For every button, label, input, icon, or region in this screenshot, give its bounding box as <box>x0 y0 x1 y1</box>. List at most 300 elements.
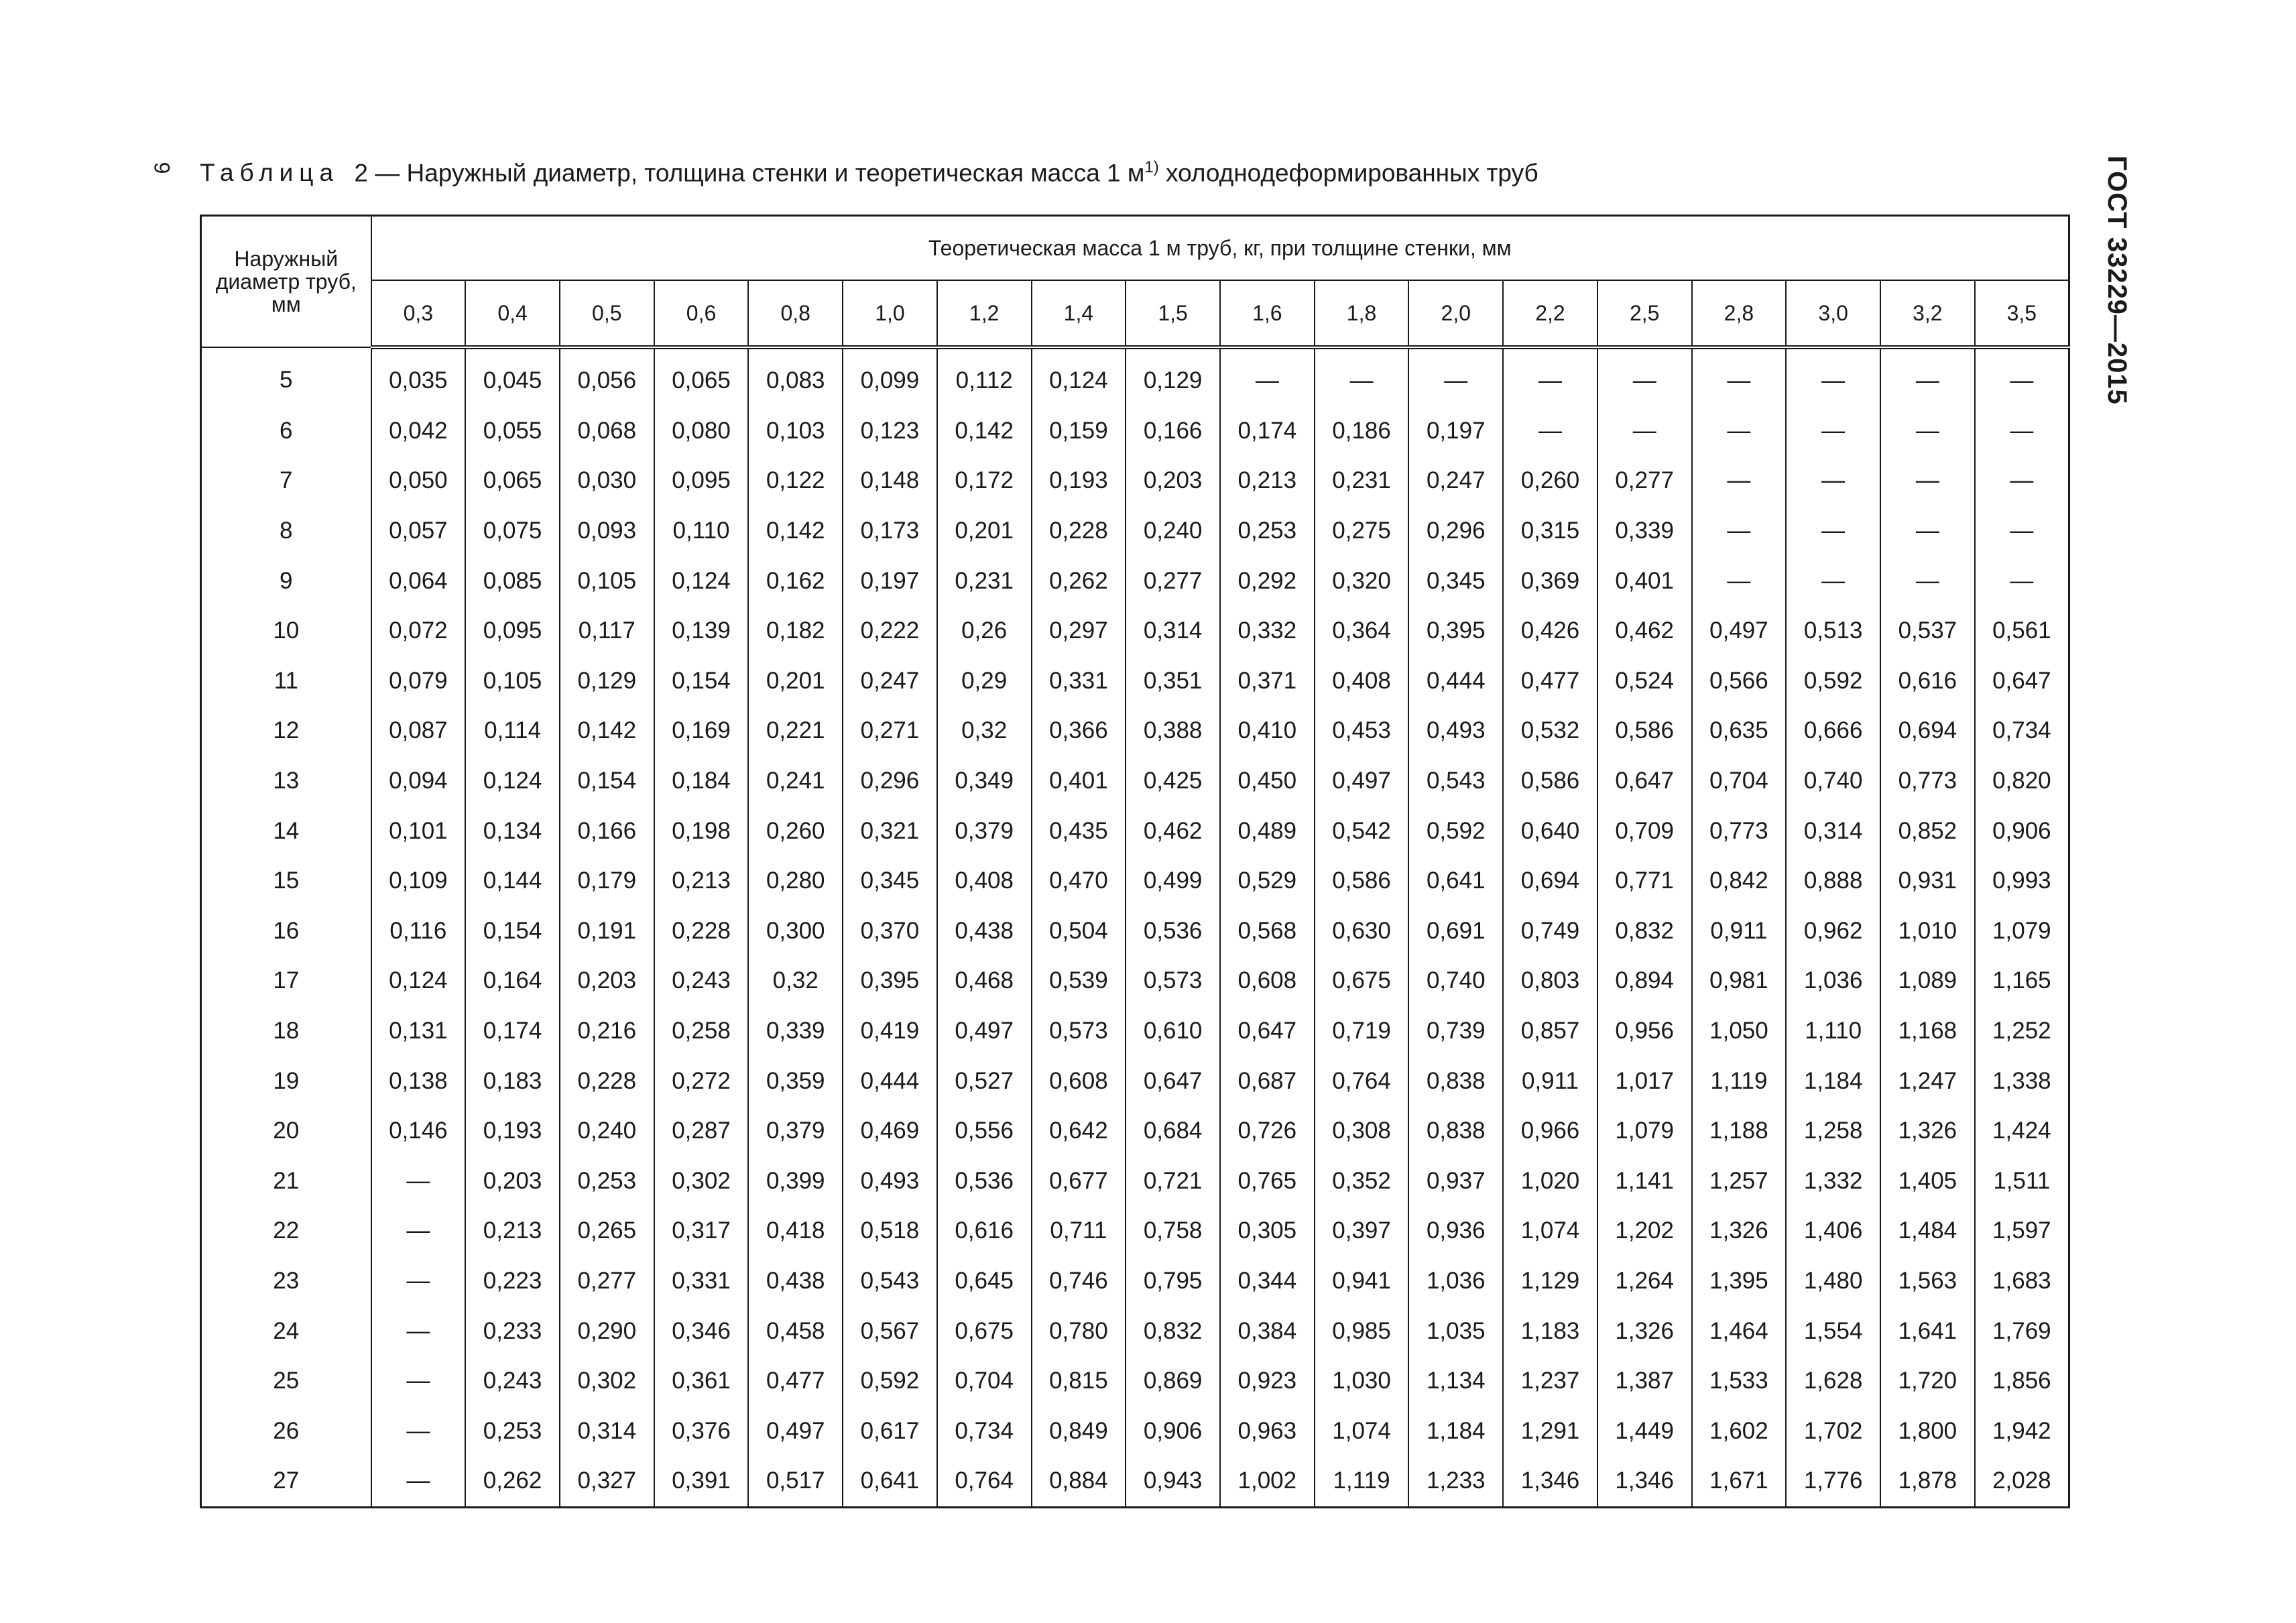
mass-cell: 1,597 <box>1975 1206 2069 1256</box>
mass-cell: 0,105 <box>465 656 560 707</box>
caption-text: — Наружный диаметр, толщина стенки и теоретическая масса 1 м <box>375 159 1145 187</box>
mass-cell: 0,154 <box>654 656 749 707</box>
mass-cell: — <box>1597 406 1692 457</box>
mass-cell: 0,275 <box>1315 506 1409 556</box>
mass-cell: 0,228 <box>1032 506 1126 556</box>
mass-cell: 0,292 <box>1220 556 1315 606</box>
mass-cell: 0,408 <box>1315 656 1409 707</box>
mass-cell: 1,533 <box>1692 1356 1787 1406</box>
mass-cell: 0,366 <box>1032 706 1126 756</box>
mass-cell: 0,183 <box>465 1056 560 1106</box>
mass-cell: 1,050 <box>1692 1006 1787 1057</box>
mass-cell: 0,315 <box>1503 506 1597 556</box>
mass-cell: 0,191 <box>560 906 654 957</box>
mass-cell: 0,124 <box>465 756 560 806</box>
mass-cell: 1,017 <box>1597 1056 1692 1106</box>
mass-cell: — <box>1975 456 2069 506</box>
table-row <box>201 606 2069 656</box>
mass-cell: 0,173 <box>843 506 937 556</box>
mass-cell: 0,641 <box>1408 856 1503 906</box>
mass-cell: 0,146 <box>371 1106 466 1156</box>
mass-cell: 0,231 <box>937 556 1032 606</box>
mass-cell: 0,937 <box>1408 1156 1503 1207</box>
thickness-header: 2,0 <box>1408 280 1503 347</box>
mass-cell: 0,543 <box>1408 756 1503 806</box>
diameter-cell: 15 <box>201 856 371 906</box>
mass-cell: 0,852 <box>1880 806 1975 856</box>
mass-cell: 0,166 <box>560 806 654 856</box>
mass-cell: 0,642 <box>1032 1106 1126 1156</box>
mass-cell: 0,573 <box>1032 1006 1126 1057</box>
mass-cell: 0,497 <box>1692 606 1787 656</box>
table-row <box>201 806 2069 856</box>
mass-cell: 0,277 <box>1126 556 1220 606</box>
mass-cell: 0,815 <box>1032 1356 1126 1406</box>
table-row <box>201 1456 2069 1507</box>
mass-cell: 1,036 <box>1408 1256 1503 1307</box>
mass-cell: — <box>1975 347 2069 406</box>
diameter-cell: 23 <box>201 1256 371 1307</box>
caption-footnote-mark: 1) <box>1144 158 1159 176</box>
thickness-header: 0,5 <box>560 280 654 347</box>
mass-cell: 0,444 <box>1408 656 1503 707</box>
mass-cell: 0,317 <box>654 1206 749 1256</box>
mass-cell: 0,477 <box>748 1356 843 1406</box>
mass-cell: 0,391 <box>654 1456 749 1507</box>
mass-cell: — <box>1880 506 1975 556</box>
mass-cell: 0,497 <box>748 1406 843 1456</box>
mass-cell: 0,172 <box>937 456 1032 506</box>
mass-cell: 0,164 <box>465 956 560 1006</box>
diameter-cell: 27 <box>201 1456 371 1507</box>
mass-cell: 0,247 <box>1408 456 1503 506</box>
mass-cell: 0,906 <box>1975 806 2069 856</box>
mass-cell: 0,203 <box>1126 456 1220 506</box>
mass-cell: 0,489 <box>1220 806 1315 856</box>
mass-cell: 0,513 <box>1786 606 1880 656</box>
mass-cell: 1,264 <box>1597 1256 1692 1307</box>
mass-cell: 1,035 <box>1408 1306 1503 1356</box>
diameter-cell: 21 <box>201 1156 371 1207</box>
mass-cell: 0,290 <box>560 1306 654 1356</box>
mass-cell: 0,773 <box>1880 756 1975 806</box>
table-row <box>201 406 2069 457</box>
mass-cell: 0,401 <box>1597 556 1692 606</box>
standard-designation: ГОСТ 33229—2015 <box>2102 156 2132 405</box>
table-row <box>201 856 2069 906</box>
mass-cell: 0,586 <box>1597 706 1692 756</box>
mass-cell: 0,129 <box>1126 347 1220 406</box>
mass-cell: 0,906 <box>1126 1406 1220 1456</box>
mass-cell: 0,399 <box>748 1156 843 1207</box>
thickness-header: 2,2 <box>1503 280 1597 347</box>
mass-cell: 0,221 <box>748 706 843 756</box>
mass-cell: 1,480 <box>1786 1256 1880 1307</box>
table-row <box>201 756 2069 806</box>
mass-cell: — <box>371 1456 466 1507</box>
mass-cell: 0,233 <box>465 1306 560 1356</box>
mass-cell: 0,129 <box>560 656 654 707</box>
diameter-cell: 8 <box>201 506 371 556</box>
mass-cell: 0,361 <box>654 1356 749 1406</box>
mass-cell: 0,993 <box>1975 856 2069 906</box>
mass-cell: 1,119 <box>1692 1056 1787 1106</box>
mass-cell: 0,302 <box>654 1156 749 1207</box>
mass-cell: 0,213 <box>465 1206 560 1256</box>
mass-cell: 1,856 <box>1975 1356 2069 1406</box>
mass-cell: 0,112 <box>937 347 1032 406</box>
mass-cell: 1,030 <box>1315 1356 1409 1406</box>
mass-cell: — <box>1692 406 1787 457</box>
mass-cell: 0,764 <box>1315 1056 1409 1106</box>
mass-cell: 0,197 <box>843 556 937 606</box>
mass-cell: 0,174 <box>1220 406 1315 457</box>
mass-cell: 0,438 <box>937 906 1032 957</box>
mass-cell: 0,711 <box>1032 1206 1126 1256</box>
mass-cell: 0,198 <box>654 806 749 856</box>
mass-cell: 0,647 <box>1126 1056 1220 1106</box>
mass-cell: 1,183 <box>1503 1306 1597 1356</box>
mass-cell: 1,036 <box>1786 956 1880 1006</box>
thickness-header: 0,3 <box>371 280 466 347</box>
mass-cell: 2,028 <box>1975 1456 2069 1507</box>
mass-cell: 0,123 <box>843 406 937 457</box>
caption-number: 2 <box>354 159 368 187</box>
mass-cell: 0,384 <box>1220 1306 1315 1356</box>
mass-cell: 0,314 <box>1126 606 1220 656</box>
mass-cell: — <box>1315 347 1409 406</box>
mass-cell: — <box>1975 406 2069 457</box>
mass-cell: 1,237 <box>1503 1356 1597 1406</box>
mass-cell: 0,271 <box>843 706 937 756</box>
mass-cell: 0,765 <box>1220 1156 1315 1207</box>
mass-cell: 0,349 <box>937 756 1032 806</box>
diameter-cell: 19 <box>201 1056 371 1106</box>
mass-cell: — <box>1975 556 2069 606</box>
mass-cell: 0,057 <box>371 506 466 556</box>
caption-word: Таблица <box>200 159 340 187</box>
mass-cell: 0,124 <box>1032 347 1126 406</box>
mass-cell: 1,326 <box>1880 1106 1975 1156</box>
mass-cell: — <box>1503 347 1597 406</box>
mass-cell: 0,709 <box>1597 806 1692 856</box>
mass-cell: 1,511 <box>1975 1156 2069 1207</box>
thickness-header: 2,8 <box>1692 280 1787 347</box>
mass-cell: — <box>371 1256 466 1307</box>
mass-cell: 0,080 <box>654 406 749 457</box>
mass-cell: 0,087 <box>371 706 466 756</box>
mass-cell: 0,985 <box>1315 1306 1409 1356</box>
mass-cell: 1,291 <box>1503 1406 1597 1456</box>
mass-cell: 1,602 <box>1692 1406 1787 1456</box>
mass-cell: 0,116 <box>371 906 466 957</box>
mass-cell: 0,296 <box>1408 506 1503 556</box>
mass-cell: 0,820 <box>1975 756 2069 806</box>
mass-cell: 0,832 <box>1597 906 1692 957</box>
mass-cell: 1,641 <box>1880 1306 1975 1356</box>
mass-cell: 0,260 <box>1503 456 1597 506</box>
table-row <box>201 1256 2069 1307</box>
mass-cell: 0,122 <box>748 456 843 506</box>
mass-cell: 0,345 <box>1408 556 1503 606</box>
mass-cell: 1,110 <box>1786 1006 1880 1057</box>
mass-cell: 0,305 <box>1220 1206 1315 1256</box>
mass-cell: 1,188 <box>1692 1106 1787 1156</box>
mass-cell: 1,184 <box>1408 1406 1503 1456</box>
mass-cell: 1,326 <box>1692 1206 1787 1256</box>
table-body <box>201 347 2069 1507</box>
mass-cell: 0,469 <box>843 1106 937 1156</box>
mass-cell: 0,592 <box>1786 656 1880 707</box>
mass-cell: 0,345 <box>843 856 937 906</box>
mass-cell: 0,468 <box>937 956 1032 1006</box>
table-row <box>201 1006 2069 1057</box>
mass-cell: — <box>1786 347 1880 406</box>
mass-cell: 0,370 <box>843 906 937 957</box>
mass-cell: 0,083 <box>748 347 843 406</box>
thickness-header-row <box>201 280 2069 347</box>
mass-cell: 1,720 <box>1880 1356 1975 1406</box>
mass-cell: 0,462 <box>1597 606 1692 656</box>
mass-cell: 0,351 <box>1126 656 1220 707</box>
mass-cell: 0,771 <box>1597 856 1692 906</box>
diameter-cell: 17 <box>201 956 371 1006</box>
mass-cell: 0,795 <box>1126 1256 1220 1307</box>
thickness-header: 1,5 <box>1126 280 1220 347</box>
diameter-cell: 6 <box>201 406 371 457</box>
mass-cell: — <box>1692 347 1787 406</box>
mass-cell: 0,379 <box>748 1106 843 1156</box>
mass-cell: 0,635 <box>1692 706 1787 756</box>
mass-cell: 0,339 <box>748 1006 843 1057</box>
mass-cell: 0,532 <box>1503 706 1597 756</box>
mass-cell: 1,878 <box>1880 1456 1975 1507</box>
mass-cell: 0,045 <box>465 347 560 406</box>
mass-cell: 1,257 <box>1692 1156 1787 1207</box>
mass-cell: 0,065 <box>654 347 749 406</box>
mass-cell: 0,064 <box>371 556 466 606</box>
mass-cell: 0,941 <box>1315 1256 1409 1307</box>
mass-cell: 0,262 <box>1032 556 1126 606</box>
mass-cell: 0,193 <box>465 1106 560 1156</box>
mass-cell: 0,435 <box>1032 806 1126 856</box>
table-row <box>201 1406 2069 1456</box>
mass-cell: 0,216 <box>560 1006 654 1057</box>
mass-cell: 0,142 <box>560 706 654 756</box>
mass-cell: 0,134 <box>465 806 560 856</box>
mass-cell: 0,687 <box>1220 1056 1315 1106</box>
mass-cell: 0,093 <box>560 506 654 556</box>
mass-cell: 0,616 <box>937 1206 1032 1256</box>
mass-cell: 1,079 <box>1975 906 2069 957</box>
mass-cell: — <box>1786 456 1880 506</box>
mass-cell: 1,769 <box>1975 1306 2069 1356</box>
mass-cell: 0,764 <box>937 1456 1032 1507</box>
mass-cell: 0,838 <box>1408 1106 1503 1156</box>
mass-cell: 0,253 <box>465 1406 560 1456</box>
mass-cell: 0,617 <box>843 1406 937 1456</box>
mass-cell: 0,832 <box>1126 1306 1220 1356</box>
mass-cell: 0,296 <box>843 756 937 806</box>
mass-cell: 1,338 <box>1975 1056 2069 1106</box>
mass-cell: 0,166 <box>1126 406 1220 457</box>
mass-cell: 0,493 <box>1408 706 1503 756</box>
table-row <box>201 1206 2069 1256</box>
mass-cell: 0,734 <box>1975 706 2069 756</box>
mass-cell: 0,962 <box>1786 906 1880 957</box>
mass-cell: — <box>1880 556 1975 606</box>
mass-cell: 1,405 <box>1880 1156 1975 1207</box>
mass-cell: 1,942 <box>1975 1406 2069 1456</box>
mass-cell: 0,536 <box>1126 906 1220 957</box>
mass-cell: — <box>1786 556 1880 606</box>
mass-cell: 0,117 <box>560 606 654 656</box>
table-row <box>201 556 2069 606</box>
mass-cell: 1,800 <box>1880 1406 1975 1456</box>
mass-cell: 0,734 <box>937 1406 1032 1456</box>
mass-cell: 0,842 <box>1692 856 1787 906</box>
mass-cell: — <box>371 1206 466 1256</box>
mass-cell: 1,258 <box>1786 1106 1880 1156</box>
mass-cell: 0,450 <box>1220 756 1315 806</box>
mass-cell: — <box>1786 406 1880 457</box>
mass-cell: 0,981 <box>1692 956 1787 1006</box>
mass-cell: 0,138 <box>371 1056 466 1106</box>
mass-cell: 1,326 <box>1597 1306 1692 1356</box>
table-row <box>201 1106 2069 1156</box>
mass-cell: 0,911 <box>1692 906 1787 957</box>
mass-cell: 0,379 <box>937 806 1032 856</box>
mass-cell: 0,035 <box>371 347 466 406</box>
mass-cell: 1,683 <box>1975 1256 2069 1307</box>
mass-cell: 0,272 <box>654 1056 749 1106</box>
thickness-header: 3,2 <box>1880 280 1975 347</box>
table-row <box>201 456 2069 506</box>
mass-cell: 0,527 <box>937 1056 1032 1106</box>
mass-cell: 0,243 <box>465 1356 560 1406</box>
mass-cell: 0,095 <box>465 606 560 656</box>
table-row <box>201 347 2069 406</box>
table-row <box>201 1356 2069 1406</box>
mass-cell: 0,691 <box>1408 906 1503 957</box>
mass-cell: 0,240 <box>560 1106 654 1156</box>
mass-cell: 0,536 <box>937 1156 1032 1207</box>
mass-cell: 0,539 <box>1032 956 1126 1006</box>
mass-cell: 0,517 <box>748 1456 843 1507</box>
thickness-header: 1,8 <box>1315 280 1409 347</box>
mass-cell: 0,154 <box>465 906 560 957</box>
mass-cell: 1,395 <box>1692 1256 1787 1307</box>
mass-cell: 1,119 <box>1315 1456 1409 1507</box>
mass-cell: 0,758 <box>1126 1206 1220 1256</box>
mass-cell: 0,247 <box>843 656 937 707</box>
mass-cell: 0,179 <box>560 856 654 906</box>
mass-cell: 0,240 <box>1126 506 1220 556</box>
mass-cell: 0,586 <box>1315 856 1409 906</box>
mass-cell: 1,484 <box>1880 1206 1975 1256</box>
mass-cell: — <box>1786 506 1880 556</box>
mass-cell: 0,332 <box>1220 606 1315 656</box>
diameter-cell: 20 <box>201 1106 371 1156</box>
mass-cell: 0,694 <box>1880 706 1975 756</box>
mass-cell: 0,931 <box>1880 856 1975 906</box>
mass-cell: 0,253 <box>1220 506 1315 556</box>
mass-cell: 0,884 <box>1032 1456 1126 1507</box>
thickness-header: 0,6 <box>654 280 749 347</box>
mass-cell: 0,566 <box>1692 656 1787 707</box>
mass-cell: 0,228 <box>654 906 749 957</box>
table-row <box>201 1056 2069 1106</box>
mass-cell: 0,314 <box>560 1406 654 1456</box>
mass-cell: 0,838 <box>1408 1056 1503 1106</box>
mass-cell: 0,203 <box>465 1156 560 1207</box>
mass-cell: 1,089 <box>1880 956 1975 1006</box>
mass-cell: 0,201 <box>937 506 1032 556</box>
mass-cell: 0,518 <box>843 1206 937 1256</box>
mass-cell: 0,573 <box>1126 956 1220 1006</box>
mass-cell: 0,704 <box>1692 756 1787 806</box>
mass-cell: 0,072 <box>371 606 466 656</box>
diameter-cell: 13 <box>201 756 371 806</box>
mass-cell: 0,419 <box>843 1006 937 1057</box>
mass-cell: 0,262 <box>465 1456 560 1507</box>
mass-cell: 0,369 <box>1503 556 1597 606</box>
mass-cell: 0,453 <box>1315 706 1409 756</box>
mass-cell: 0,213 <box>1220 456 1315 506</box>
mass-cell: — <box>1880 406 1975 457</box>
mass-cell: 0,241 <box>748 756 843 806</box>
mass-cell: 0,675 <box>937 1306 1032 1356</box>
mass-cell: 0,849 <box>1032 1406 1126 1456</box>
mass-cell: 0,803 <box>1503 956 1597 1006</box>
mass-cell: 0,297 <box>1032 606 1126 656</box>
mass-cell: 0,647 <box>1220 1006 1315 1057</box>
mass-cell: — <box>1692 556 1787 606</box>
mass-cell: 0,388 <box>1126 706 1220 756</box>
thickness-header: 1,6 <box>1220 280 1315 347</box>
table-row <box>201 656 2069 707</box>
mass-cell: 0,068 <box>560 406 654 457</box>
mass-cell: 0,184 <box>654 756 749 806</box>
mass-cell: 0,640 <box>1503 806 1597 856</box>
mass-cell: 0,095 <box>654 456 749 506</box>
thickness-header: 0,4 <box>465 280 560 347</box>
mass-cell: 0,556 <box>937 1106 1032 1156</box>
mass-cell: 0,746 <box>1032 1256 1126 1307</box>
mass-cell: 0,344 <box>1220 1256 1315 1307</box>
mass-cell: 0,923 <box>1220 1356 1315 1406</box>
mass-cell: 0,371 <box>1220 656 1315 707</box>
mass-cell: 0,608 <box>1032 1056 1126 1106</box>
mass-cell: 0,610 <box>1126 1006 1220 1057</box>
diameter-cell: 12 <box>201 706 371 756</box>
mass-cell: 0,592 <box>1408 806 1503 856</box>
mass-cell: 0,608 <box>1220 956 1315 1006</box>
mass-cell: 0,193 <box>1032 456 1126 506</box>
mass-cell: 0,056 <box>560 347 654 406</box>
mass-cell: 1,671 <box>1692 1456 1787 1507</box>
mass-cell: 0,280 <box>748 856 843 906</box>
mass-cell: 0,497 <box>937 1006 1032 1057</box>
thickness-header: 1,0 <box>843 280 937 347</box>
mass-cell: 0,144 <box>465 856 560 906</box>
mass-cell: 0,462 <box>1126 806 1220 856</box>
mass-cell: 1,168 <box>1880 1006 1975 1057</box>
mass-cell: 0,418 <box>748 1206 843 1256</box>
mass-cell: 0,677 <box>1032 1156 1126 1207</box>
mass-cell: 0,504 <box>1032 906 1126 957</box>
mass-cell: 0,346 <box>654 1306 749 1356</box>
